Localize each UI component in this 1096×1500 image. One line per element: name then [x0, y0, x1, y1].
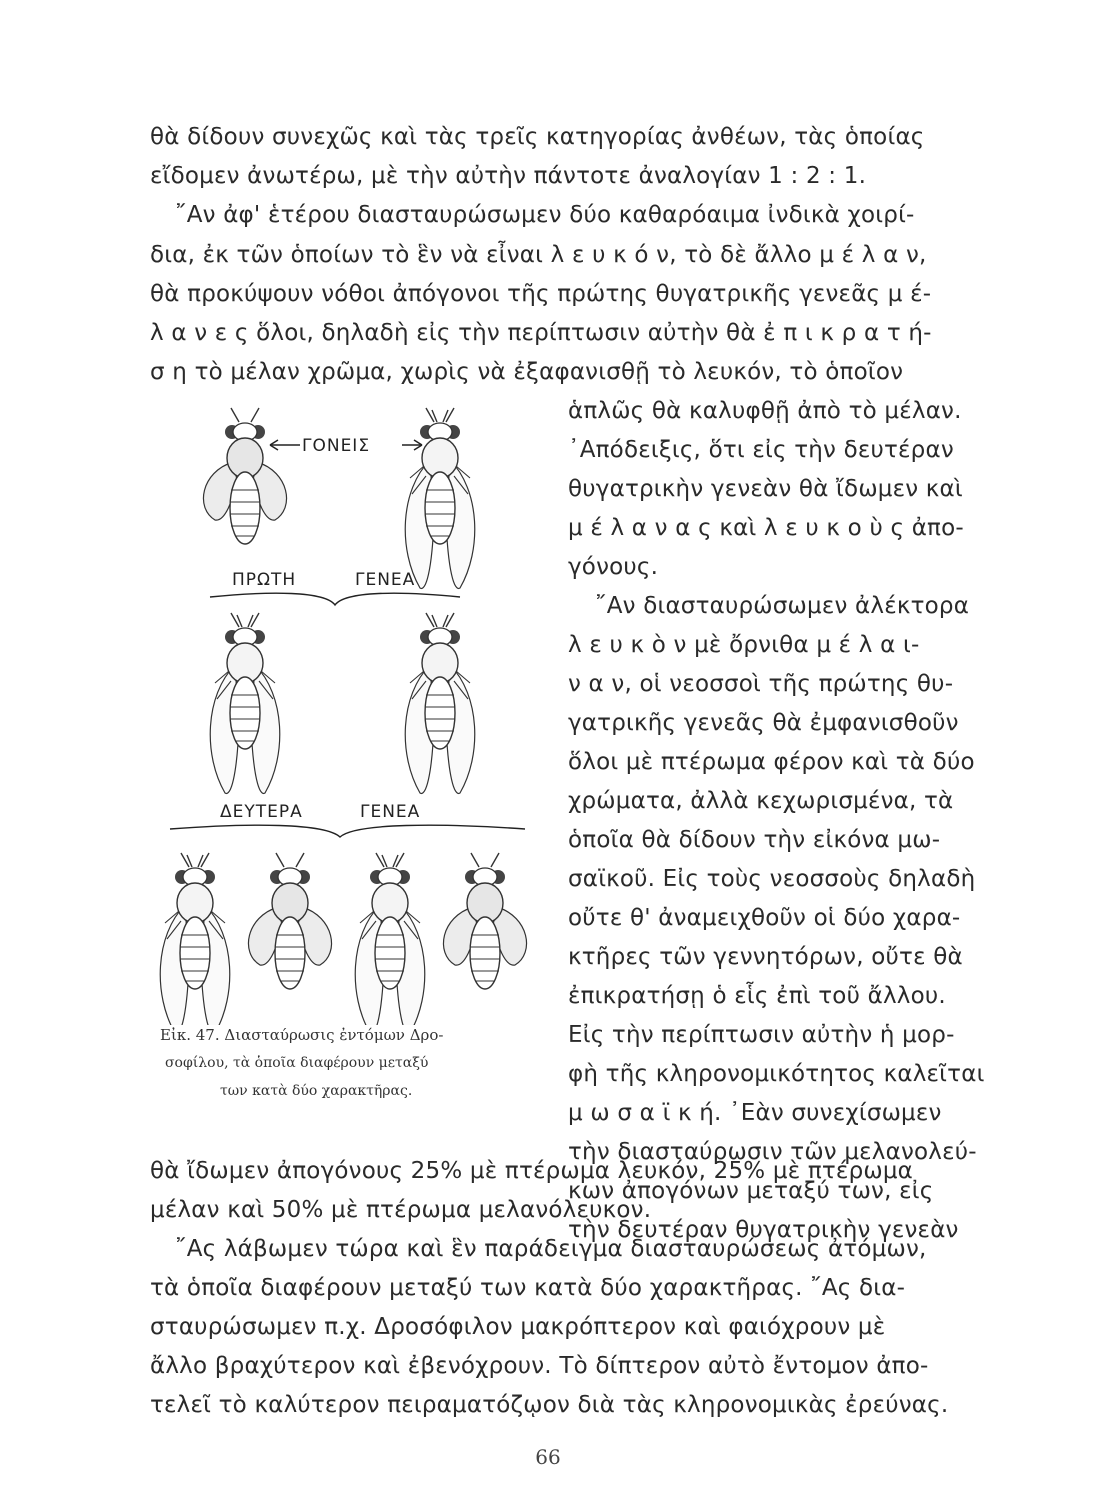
text-line: ἁπλῶς θὰ καλυφθῇ ἀπὸ τὸ μέλαν.: [568, 398, 962, 424]
text-line: ῎Αν ἀφ' ἑτέρου διασταυρώσωμεν δύο καθαρόαιμα ἰνδικὰ χοιρί-: [175, 202, 915, 228]
text-line: ᾿Απόδειξις, ὅτι εἰς τὴν δευτέραν: [568, 437, 954, 463]
text-line: σταυρώσωμεν π.χ. Δροσόφιλον μακρόπτερον καὶ φαιόχρουν μὲ: [150, 1314, 886, 1340]
text-line: τὰ ὁποῖα διαφέρουν μεταξύ των κατὰ δύο χαρακτῆρας. ῎Ας δια-: [150, 1275, 906, 1301]
second-gen-fly-2: [248, 853, 331, 989]
text-line: ν α ν, οἱ νεοσσοὶ τῆς πρώτης θυ-: [568, 671, 954, 697]
label-first-gen-b: ΓΕΝΕΑ: [355, 570, 416, 590]
text-line: φὴ τῆς κληρονομικότητος καλεῖται: [568, 1061, 985, 1087]
text-line: ῎Ας λάβωμεν τώρα καὶ ἓν παράδειγμα διασταυρώσεως ἀτόμων,: [175, 1236, 927, 1262]
text-line: ὅλοι μὲ πτέρωμα φέρον καὶ τὰ δύο: [568, 749, 975, 775]
label-second-gen-b: ΓΕΝΕΑ: [360, 802, 421, 822]
label-first-gen-a: ΠΡΩΤΗ: [232, 570, 297, 590]
text-line: ῎Αν διασταυρώσωμεν ἀλέκτορα: [595, 593, 970, 619]
text-line: μέλαν καὶ 50% μὲ πτέρωμα μελανόλευκον.: [150, 1197, 652, 1223]
text-line: χρώματα, ἀλλὰ κεχωρισμένα, τὰ: [568, 788, 954, 814]
label-second-gen-a: ΔΕΥΤΕΡΑ: [220, 802, 303, 822]
figure-caption-line: σοφίλου, τὰ ὁποῖα διαφέρουν μεταξύ: [165, 1055, 429, 1071]
text-line: θὰ προκύψουν νόθοι ἀπόγονοι τῆς πρώτης θυγατρικῆς γενεᾶς μ έ-: [150, 281, 932, 307]
parent-fly-right: [405, 408, 475, 588]
text-line: ἄλλο βραχύτερον καὶ ἐβενόχρουν. Τὸ δίπτερον αὐτὸ ἔντομον ἀπο-: [150, 1353, 929, 1379]
text-line: γατρικῆς γενεᾶς θὰ ἐμφανισθοῦν: [568, 710, 959, 736]
text-line: θυγατρικὴν γενεὰν θὰ ἴδωμεν καὶ: [568, 476, 963, 502]
text-line: σαϊκοῦ. Εἰς τοὺς νεοσσοὺς δηλαδὴ: [568, 866, 976, 892]
text-line: Εἰς τὴν περίπτωσιν αὐτὴν ἡ μορ-: [568, 1022, 955, 1048]
text-line: σ η τὸ μέλαν χρῶμα, χωρὶς νὰ ἐξαφανισθῇ τὸ λευκόν, τὸ ὁποῖον: [150, 359, 904, 385]
text-line: τελεῖ τὸ καλύτερον πειραματόζῳον διὰ τὰς κληρονομικὰς ἐρεύνας.: [150, 1392, 949, 1418]
text-line: δια, ἐκ τῶν ὁποίων τὸ ἓν νὰ εἶναι λ ε υ κ ό ν, τὸ δὲ ἄλλο μ έ λ α ν,: [150, 242, 927, 268]
text-line: γόνους.: [568, 554, 659, 580]
text-line: τὴν διασταύρωσιν τῶν μελανολεύ-: [568, 1139, 977, 1165]
text-line: ἐπικρατήσῃ ὁ εἷς ἐπὶ τοῦ ἄλλου.: [568, 983, 946, 1009]
text-line: εἴδομεν ἀνωτέρω, μὲ τὴν αὐτὴν πάντοτε ἀναλογίαν 1 : 2 : 1.: [150, 163, 867, 189]
figure-caption-line: Εἰκ. 47. Διασταύρωσις ἐντόμων Δρο-: [160, 1026, 444, 1044]
parent-fly-left: [203, 408, 286, 544]
text-line: λ α ν ε ς ὅλοι, δηλαδὴ εἰς τὴν περίπτωσιν αὐτὴν θὰ ἐ π ι κ ρ α τ ή-: [150, 320, 932, 346]
text-line: μ έ λ α ν α ς καὶ λ ε υ κ ο ὺ ς ἀπο-: [568, 515, 964, 541]
second-gen-fly-3: [355, 853, 425, 1025]
label-parents: ΓΟΝΕΙΣ: [302, 436, 371, 456]
text-line: ὁποῖα θὰ δίδουν τὴν εἰκόνα μω-: [568, 827, 941, 853]
second-gen-fly-4: [443, 853, 526, 989]
drosophila-cross-figure: [150, 385, 550, 1025]
figure-caption-line: των κατὰ δύο χαρακτῆρας.: [220, 1083, 413, 1099]
text-line: θὰ ἴδωμεν ἀπογόνους 25% μὲ πτέρωμα λευκόν, 25% μὲ πτέρωμα: [150, 1158, 914, 1184]
text-line: κων ἀπογόνων μεταξύ των, εἰς: [568, 1178, 934, 1204]
text-line: λ ε υ κ ὸ ν μὲ ὄρνιθα μ έ λ α ι-: [568, 632, 920, 658]
text-line: οὔτε θ' ἀναμειχθοῦν οἱ δύο χαρα-: [568, 905, 961, 931]
first-gen-fly-left: [210, 613, 280, 793]
text-line: θὰ δίδουν συνεχῶς καὶ τὰς τρεῖς κατηγορίας ἀνθέων, τὰς ὁποίας: [150, 124, 925, 150]
second-gen-fly-1: [160, 853, 230, 1025]
text-line: κτῆρες τῶν γεννητόρων, οὔτε θὰ: [568, 944, 963, 970]
first-gen-fly-right: [405, 613, 475, 793]
text-line: τὴν δευτέραν θυγατρικὴν γενεὰν: [568, 1217, 959, 1243]
page-number: 66: [535, 1445, 561, 1469]
text-line: μ ω σ α ϊ κ ή. ᾿Εὰν συνεχίσωμεν: [568, 1100, 942, 1126]
